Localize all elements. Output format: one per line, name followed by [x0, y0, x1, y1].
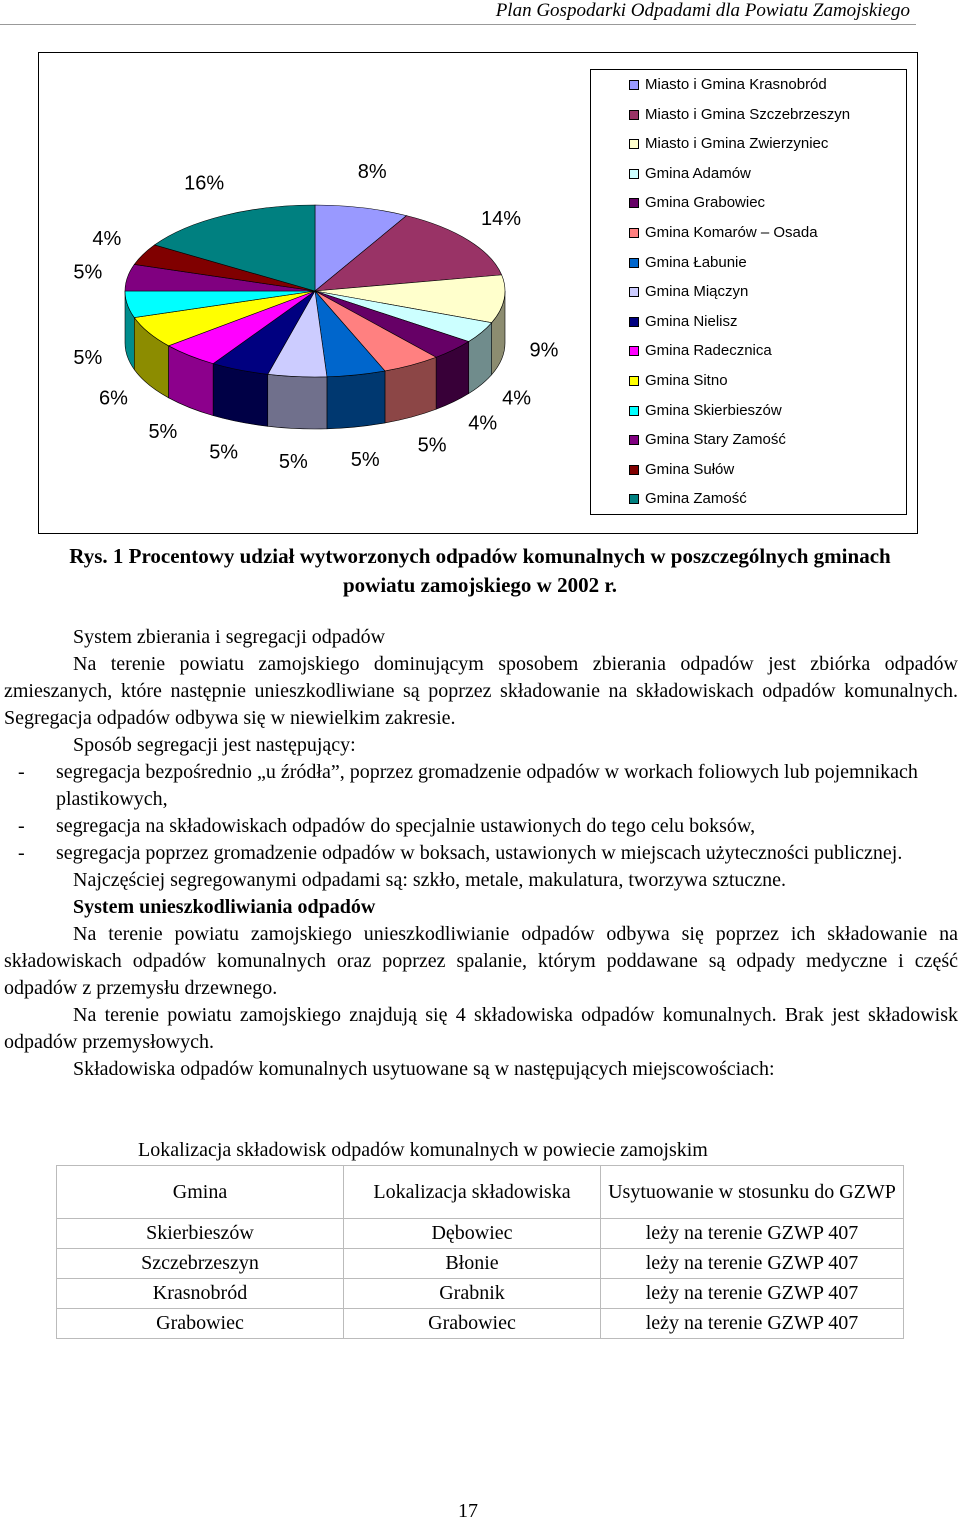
paragraph-disposal: Na terenie powiatu zamojskiego unieszkodliwianie odpadów odbywa się poprzez ich składowanie na składowiskach odpadów komunalnych oraz poprzez spalanie, którym poddawane są odpady medyczne i część odpadów z przemysłu drzewnego.: [4, 923, 958, 999]
table-header-cell: Usytuowanie w stosunku do GZWP: [601, 1166, 904, 1219]
pie-data-label: 4%: [502, 387, 532, 410]
paragraph-segregation-intro: Sposób segregacji jest następujący:: [73, 734, 356, 756]
pie-data-label: 8%: [357, 160, 387, 183]
legend-label: Miasto i Gmina Zwierzyniec: [645, 135, 829, 153]
pie-data-label: 5%: [73, 347, 103, 370]
pie-data-label: 9%: [529, 339, 559, 362]
legend-swatch: [629, 435, 639, 445]
table-cell: Grabnik: [344, 1279, 601, 1309]
table-row: [57, 1249, 904, 1279]
list-item-text: segregacja poprzez gromadzenie odpadów w boksach, ustawionych w miejscach użyteczności publicznej.: [56, 842, 903, 864]
pie-data-label: 5%: [148, 420, 178, 443]
pie-slice-side: [268, 374, 327, 429]
table-cell: leży na terenie GZWP 407: [601, 1219, 904, 1249]
table-cell: Szczebrzeszyn: [57, 1249, 344, 1279]
legend-label: Gmina Nielisz: [645, 312, 738, 330]
paragraph-common-waste: Najczęściej segregowanymi odpadami są: szkło, metale, makulatura, tworzywa sztuczne.: [73, 869, 787, 891]
legend-swatch: [629, 406, 639, 416]
list-marker: -: [18, 815, 25, 837]
legend-swatch: [629, 346, 639, 356]
legend-swatch: [629, 228, 639, 238]
pie-data-label: 16%: [184, 172, 225, 195]
pie-data-label: 5%: [73, 261, 103, 284]
pie-data-label: 5%: [278, 451, 308, 474]
paragraph-landfill-locations: Składowiska odpadów komunalnych usytuowane są w następujących miejscowościach:: [73, 1058, 775, 1080]
section-heading-disposal: System unieszkodliwiania odpadów: [73, 896, 376, 918]
list-item: [4, 813, 958, 840]
pie-data-label: 4%: [92, 228, 122, 251]
legend-swatch: [629, 169, 639, 179]
legend-label: Gmina Miączyn: [645, 283, 749, 301]
legend-swatch: [629, 198, 639, 208]
pie-data-label: 14%: [481, 208, 522, 231]
table-cell: Skierbieszów: [57, 1219, 344, 1249]
legend-label: Miasto i Gmina Krasnobród: [645, 76, 827, 93]
table-cell: leży na terenie GZWP 407: [601, 1279, 904, 1309]
list-item-text: segregacja bezpośrednio „u źródła”, poprzez gromadzenie odpadów w workach foliowych lub pojemnikach plastikowych,: [56, 761, 918, 810]
header-divider: [0, 24, 916, 25]
legend-swatch: [629, 80, 639, 90]
figure-caption-line2: powiatu zamojskiego w 2002 r.: [343, 573, 617, 597]
table-cell: Krasnobród: [57, 1279, 344, 1309]
legend-swatch: [629, 376, 639, 386]
table-cell: Grabowiec: [57, 1309, 344, 1339]
figure-caption-line1: Rys. 1 Procentowy udział wytworzonych odpadów komunalnych w poszczególnych gminach: [69, 544, 891, 568]
chart-legend: [590, 69, 907, 515]
landfill-table: [56, 1165, 904, 1339]
pie-data-label: 6%: [98, 387, 128, 410]
table-row: [57, 1219, 904, 1249]
legend-label: Gmina Grabowiec: [645, 194, 766, 212]
legend-label: Gmina Komarów – Osada: [645, 224, 818, 241]
legend-swatch: [629, 258, 639, 268]
legend-label: Gmina Sitno: [645, 372, 728, 389]
table-header-cell: Gmina: [57, 1166, 344, 1219]
table-cell: Grabowiec: [344, 1309, 601, 1339]
paragraph-collection: Na terenie powiatu zamojskiego dominującym sposobem zbierania odpadów jest zbiórka odpadów zmieszanych, które następnie unieszkodliwiane są poprzez składowanie na składowiskach odpadów komunalnych. Segregacja odpadów odbywa się w niewielkim zakresie.: [4, 653, 958, 729]
table-title: Lokalizacja składowisk odpadów komunalnych w powiecie zamojskim: [138, 1139, 708, 1161]
table-cell: Błonie: [344, 1249, 601, 1279]
list-marker: -: [18, 842, 25, 864]
legend-label: Gmina Radecznica: [645, 342, 772, 360]
legend-swatch: [629, 287, 639, 297]
pie-slice-side: [327, 371, 385, 429]
body-text: [4, 624, 958, 1083]
legend-label: Gmina Sułów: [645, 460, 735, 478]
table-cell: Dębowiec: [344, 1219, 601, 1249]
section-heading-collection: System zbierania i segregacji odpadów: [73, 626, 386, 648]
table-cell: leży na terenie GZWP 407: [601, 1249, 904, 1279]
document-header-title: Plan Gospodarki Odpadami dla Powiatu Zamojskiego: [495, 0, 910, 21]
table-header-cell: Lokalizacja składowiska: [344, 1166, 601, 1219]
list-marker: -: [18, 761, 25, 783]
legend-swatch: [629, 317, 639, 327]
list-item-text: segregacja na składowiskach odpadów do specjalnie ustawionych do tego celu boksów,: [56, 815, 756, 837]
pie-data-label: 4%: [468, 412, 498, 435]
legend-label: Gmina Łabunie: [645, 253, 747, 271]
list-item: [4, 840, 958, 867]
legend-label: Gmina Zamość: [645, 490, 747, 508]
list-item: [4, 759, 958, 813]
legend-swatch: [629, 465, 639, 475]
table-row: [57, 1309, 904, 1339]
table-row: [57, 1279, 904, 1309]
paragraph-landfills: Na terenie powiatu zamojskiego znajdują się 4 składowiska odpadów komunalnych. Brak jest składowisk odpadów przemysłowych.: [4, 1004, 958, 1053]
pie-data-label: 5%: [350, 448, 380, 471]
table-cell: leży na terenie GZWP 407: [601, 1309, 904, 1339]
legend-label: Miasto i Gmina Szczebrzeszyn: [645, 105, 851, 123]
legend-label: Gmina Stary Zamość: [645, 431, 786, 449]
legend-label: Gmina Adamów: [645, 164, 751, 182]
legend-label: Gmina Skierbieszów: [645, 401, 782, 419]
page-number: 17: [458, 1500, 478, 1522]
pie-data-label: 5%: [209, 441, 239, 464]
legend-swatch: [629, 494, 639, 504]
legend-swatch: [629, 110, 639, 120]
table-header-row: [57, 1166, 904, 1219]
legend-swatch: [629, 139, 639, 149]
pie-data-label: 5%: [417, 434, 447, 457]
